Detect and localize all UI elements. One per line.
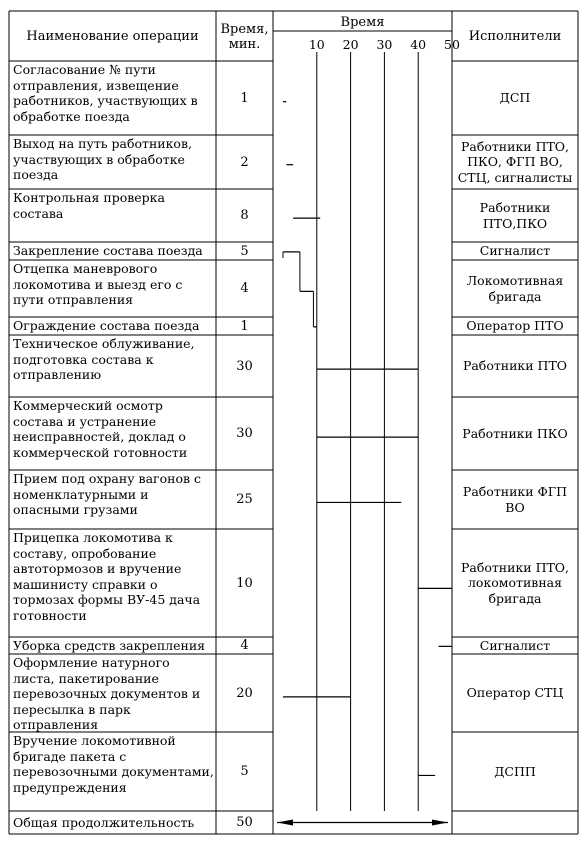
header-operation: Наименование операции xyxy=(26,28,199,44)
operation-executor: Работники ПКО xyxy=(462,425,568,441)
operation-executor: Работники ФГП ВО xyxy=(462,484,568,515)
operation-name: Вручение локомотивной бригаде пакета с перевозочными документами, предупреждения xyxy=(13,733,214,795)
operation-minutes: 8 xyxy=(240,208,249,223)
total-minutes: 50 xyxy=(236,815,253,830)
header-time-min: Время, мин. xyxy=(220,22,269,52)
time-tick-label: 50 xyxy=(444,37,460,52)
operation-name: Отцепка маневрового локомотива и выезд его с пути отправления xyxy=(13,261,183,307)
operation-minutes: 1 xyxy=(240,318,249,334)
operation-executor: Работники ПТО xyxy=(462,358,568,374)
operation-minutes: 1 xyxy=(240,90,249,106)
operation-name: Коммерческий осмотр состава и устранение неисправностей, доклад о коммерческой готовности xyxy=(13,398,188,460)
arrow-head xyxy=(277,820,293,826)
operation-minutes: 4 xyxy=(240,638,249,653)
operation-executor: Локомотивная бригада xyxy=(466,273,564,304)
operation-name: Контрольная проверка состава xyxy=(13,190,165,221)
total-name: Общая продолжительность xyxy=(13,815,195,831)
operation-minutes: 10 xyxy=(236,575,253,591)
header-time-scale: Время xyxy=(340,14,385,30)
operation-executor: ДСП xyxy=(499,90,531,106)
operation-executor: Работники ПТО,ПКО xyxy=(479,200,551,231)
operation-name: Ограждение состава поезда xyxy=(13,318,200,333)
operation-minutes: 5 xyxy=(240,764,249,779)
operation-executor: ДСПП xyxy=(494,763,536,779)
operation-minutes: 2 xyxy=(240,154,249,170)
operation-name: Оформление натурного листа, пакетирование перевозочных документов и пересылка в парк отправления xyxy=(13,655,201,732)
operation-executor: Сигналист xyxy=(479,243,551,259)
operation-executor: Работники ПТО, локомотивная бригада xyxy=(460,559,570,606)
operation-executor: Оператор ПТО xyxy=(466,318,564,334)
operation-executor: Сигналист xyxy=(479,637,551,653)
operation-name: Согласование № пути отправления, извещение работников, участвующих в обработке поезда xyxy=(13,62,198,124)
operation-name: Закрепление состава поезда xyxy=(13,243,203,258)
operation-name: Прицепка локомотива к составу, опробование автотормозов и вручение машинисту справки о тормозах формы ВУ-45 дача готовности xyxy=(13,530,201,623)
header-executors: Исполнители xyxy=(468,28,562,44)
operation-name: Выход на путь работников, участвующих в обработке поезда xyxy=(13,136,192,182)
operation-minutes: 25 xyxy=(236,492,253,507)
operation-executor: Работники ПТО, ПКО, ФГП ВО, СТЦ, сигналисты xyxy=(457,138,573,185)
operation-executor: Оператор СТЦ xyxy=(466,685,564,701)
operation-name: Прием под охрану вагонов с номенклатурными и опасными грузами xyxy=(13,471,201,517)
operation-minutes: 4 xyxy=(240,281,249,296)
time-tick-label: 40 xyxy=(410,37,427,52)
operation-minutes: 20 xyxy=(236,685,253,701)
time-tick-label: 20 xyxy=(342,37,359,52)
operation-minutes: 5 xyxy=(240,243,249,259)
time-tick-label: 10 xyxy=(308,37,325,52)
operation-name: Техническое облуживание, подготовка состава к отправлению xyxy=(13,336,195,382)
time-tick-label: 30 xyxy=(376,37,393,52)
operation-name: Уборка средств закрепления xyxy=(13,638,206,653)
operation-minutes: 30 xyxy=(236,358,253,374)
arrow-head xyxy=(432,820,448,826)
operation-minutes: 30 xyxy=(236,426,253,441)
